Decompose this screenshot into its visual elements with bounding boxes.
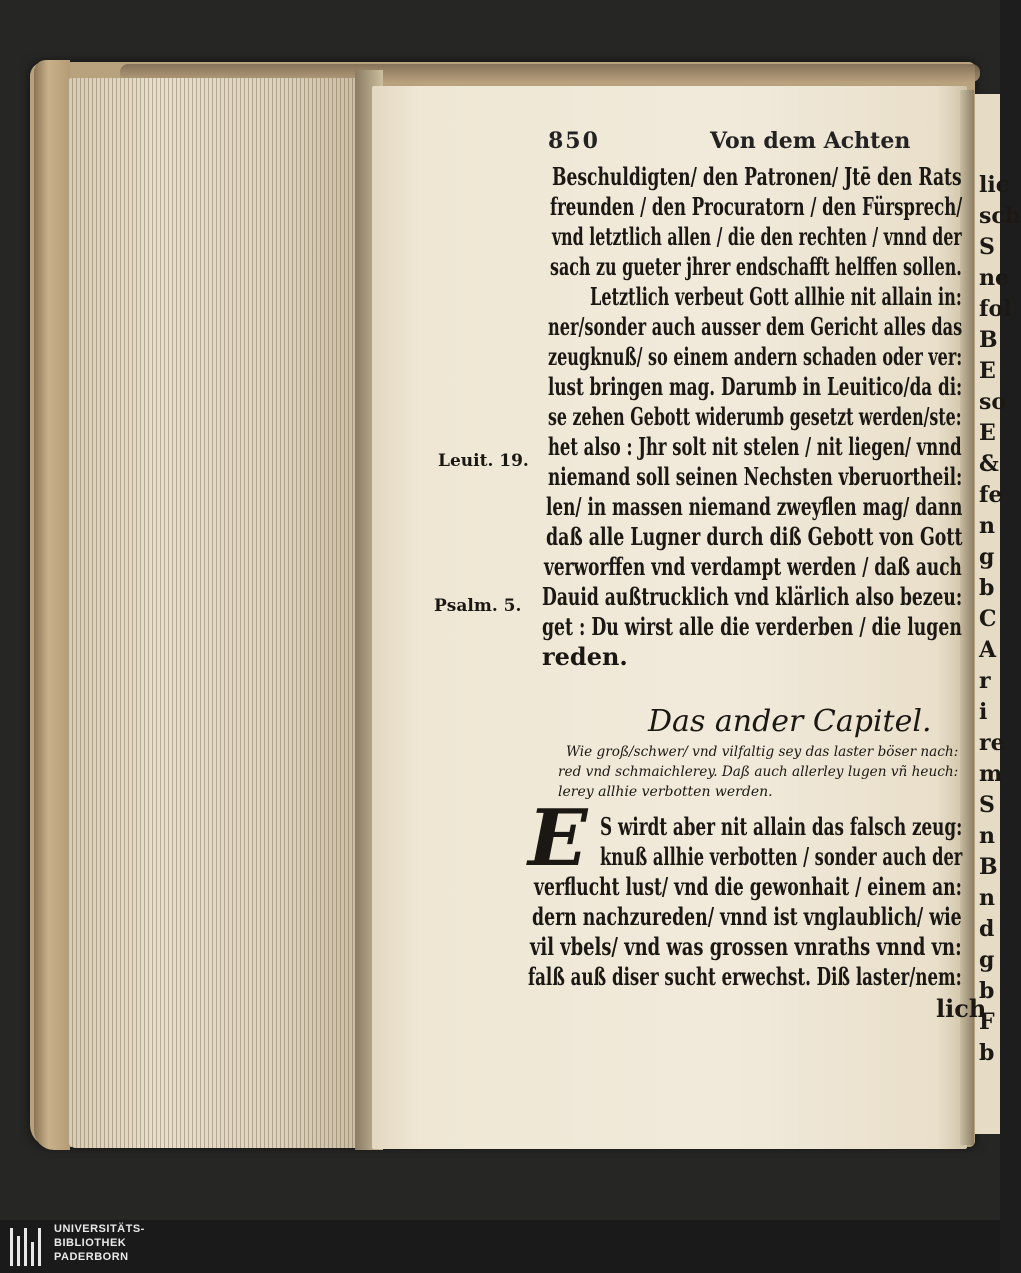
body-line: Beschuldigten/ den Patronen/ Jtē den Rats <box>552 162 962 191</box>
library-banner <box>0 1220 1000 1273</box>
library-name-line: PADERBORN <box>54 1251 129 1263</box>
next-page-fragment: S <box>979 234 995 260</box>
next-page-fragment: B <box>979 854 998 880</box>
body-line: se zehen Gebott widerumb gesetzt werden/ste: <box>548 402 962 431</box>
body-line: ner/sonder auch ausser dem Gericht alles das <box>548 312 963 341</box>
chapter-title: Das ander Capitel. <box>648 704 932 739</box>
next-page-fragment: n <box>979 885 995 911</box>
margin-note: Leuit. 19. <box>438 451 529 471</box>
body-line: sach zu gueter jhrer endschafft helffen sollen. <box>550 252 962 281</box>
body-line: S wirdt aber nit allain das falsch zeug: <box>600 812 963 841</box>
page-curl-edge <box>960 90 974 1145</box>
body-line: Dauid außtrucklich vnd klärlich also bezeu: <box>542 582 963 611</box>
next-page-fragment: g <box>979 947 995 973</box>
body-line: lich <box>936 994 987 1023</box>
next-page-fragment: & <box>979 451 999 477</box>
next-page-fragment: F <box>979 1009 995 1035</box>
next-page-fragment: B <box>979 327 998 353</box>
next-page-fragment: fe <box>979 482 1003 508</box>
next-page-fragment: g <box>979 544 995 570</box>
running-head: Von dem Achten <box>710 128 911 154</box>
library-name-line: BIBLIOTHEK <box>54 1237 127 1249</box>
library-name-line: UNIVERSITÄTS- <box>54 1223 145 1235</box>
body-line: falß auß diser sucht erwechst. Diß laster/nem: <box>528 962 962 991</box>
book-spine <box>34 60 70 1150</box>
body-line: knuß allhie verbotten / sonder auch der <box>600 842 963 871</box>
next-page-fragment: n <box>979 823 995 849</box>
body-line: verworffen vnd verdampt werden / daß auch <box>544 552 962 581</box>
library-logo-icon <box>10 1228 46 1266</box>
body-line: Letztlich verbeut Gott allhie nit allain in: <box>590 282 962 311</box>
next-page-fragment: d <box>979 916 995 942</box>
next-page-fragment: E <box>979 358 996 384</box>
next-page-fragment: C <box>979 606 997 632</box>
page-header <box>548 128 968 162</box>
body-line: het also : Jhr solt nit stelen / nit liegen/ vnnd <box>548 432 962 461</box>
next-page-fragment: A <box>979 637 997 663</box>
body-line: freunden / den Procuratorn / den Fürsprech/ <box>550 192 963 221</box>
body-line: niemand soll seinen Nechsten vberuortheil: <box>548 462 963 491</box>
next-page-strip <box>975 94 1021 1134</box>
next-page-fragment: i <box>979 699 988 725</box>
body-line: lust bringen mag. Darumb in Leuitico/da di: <box>548 372 963 401</box>
body-line: len/ in massen niemand zweyflen mag/ dann <box>546 492 963 521</box>
next-page-fragment: re <box>979 730 1005 756</box>
body-line: dern nachzureden/ vnnd ist vnglaublich/ wie <box>532 902 962 931</box>
next-page-fragment: S <box>979 792 995 818</box>
next-page-fragment: m <box>979 761 1003 787</box>
decorated-initial: E <box>528 793 588 884</box>
page-number: 850 <box>548 128 600 154</box>
body-line: reden. <box>542 642 628 671</box>
body-line: daß alle Lugner durch diß Gebott von Gott <box>546 522 963 551</box>
page-stack <box>68 78 368 1148</box>
next-page-fragment: sch <box>979 203 1021 229</box>
next-page-fragment: b <box>979 575 995 601</box>
next-page-fragment: b <box>979 1040 995 1066</box>
body-line: verflucht lust/ vnd die gewonhait / einem an: <box>534 872 962 901</box>
margin-note: Psalm. 5. <box>434 596 522 616</box>
next-page-fragment: so <box>979 389 1007 415</box>
body-line: get : Du wirst alle die verderben / die lugen <box>542 612 962 641</box>
body-line: zeugknuß/ so einem andern schaden oder ver: <box>548 342 963 371</box>
chapter-summary-line: lerey allhie verbotten werden. <box>558 784 773 800</box>
next-page-fragment: lic <box>979 172 1010 198</box>
next-page-fragment: b <box>979 978 995 1004</box>
next-page-fragment: n <box>979 513 995 539</box>
chapter-summary-line: red vnd schmaichlerey. Daß auch allerley lugen vñ heuch: <box>558 764 959 780</box>
next-page-fragment: ne <box>979 265 1009 291</box>
next-page-fragment: r <box>979 668 991 694</box>
next-page-fragment: E <box>979 420 996 446</box>
next-page-fragment: fol <box>979 296 1012 322</box>
body-line: vil vbels/ vnd was grossen vnraths vnnd vn: <box>530 932 962 961</box>
body-line: vnd letztlich allen / die den rechten / vnnd der <box>552 222 962 251</box>
chapter-summary-line: Wie groß/schwer/ vnd vilfaltig sey das laster böser nach: <box>566 744 959 760</box>
